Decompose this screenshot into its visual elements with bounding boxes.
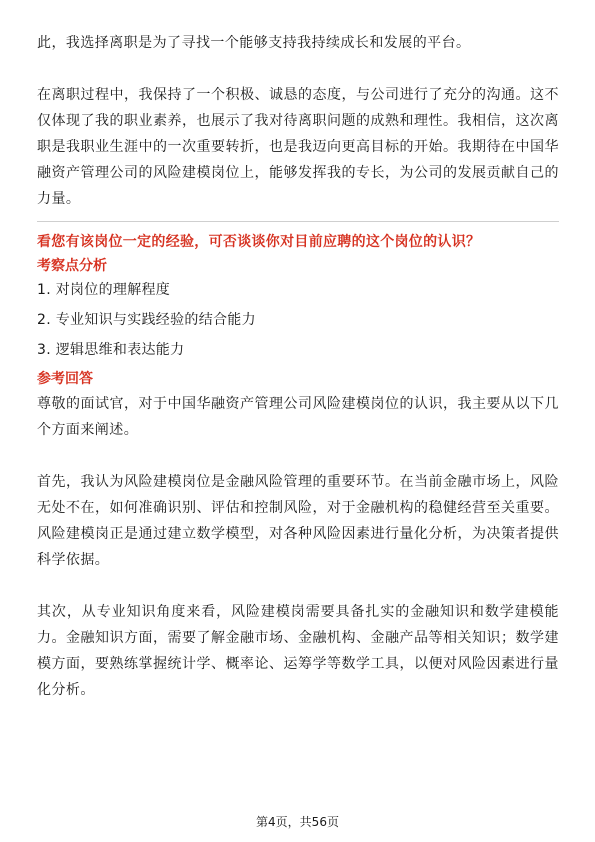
intro-paragraph-2: 在离职过程中，我保持了一个积极、诚恳的态度，与公司进行了充分的沟通。这不仅体现了我的职业素养，也展示了我对待离职问题的成熟和理性。我相信，这次离职是我职业生涯中的一次重要转折，也是我迈向更高目标的开始。我期待在中国华融资产管理公司的风险建模岗位上，能够发挥我的专长，为公司的发展贡献自己的力量。 [37,87,559,207]
analysis-heading: 考察点分析 [37,258,107,274]
page-number: 第4页，共56页 [256,815,339,829]
interview-question: 看您有该岗位一定的经验，可否谈谈你对目前应聘的这个岗位的认识？ [37,234,481,250]
intro-paragraph-1: 此，我选择离职是为了寻找一个能够支持我持续成长和发展的平台。 [37,35,471,51]
analysis-item-2: 2. 专业知识与实践经验的结合能力 [37,312,256,328]
answer-paragraph-1: 尊敬的面试官，对于中国华融资产管理公司风险建模岗位的认识，我主要从以下几个方面来阐述。 [37,396,559,438]
section-divider [37,221,559,222]
answer-paragraph-3: 其次，从专业知识角度来看，风险建模岗需要具备扎实的金融知识和数学建模能力。金融知识方面，需要了解金融市场、金融机构、金融产品等相关知识；数学建模方面，要熟练掌握统计学、概率论、运筹学等数学工具，以便对风险因素进行量化分析。 [37,604,559,698]
answer-paragraph-2: 首先，我认为风险建模岗位是金融风险管理的重要环节。在当前金融市场上，风险无处不在，如何准确识别、评估和控制风险，对于金融机构的稳健经营至关重要。风险建模岗正是通过建立数学模型，对各种风险因素进行量化分析，为决策者提供科学依据。 [37,474,559,568]
document-page [37,30,559,703]
answer-heading: 参考回答 [37,371,93,387]
analysis-item-1: 1. 对岗位的理解程度 [37,282,171,298]
analysis-item-3: 3. 逻辑思维和表达能力 [37,342,185,358]
